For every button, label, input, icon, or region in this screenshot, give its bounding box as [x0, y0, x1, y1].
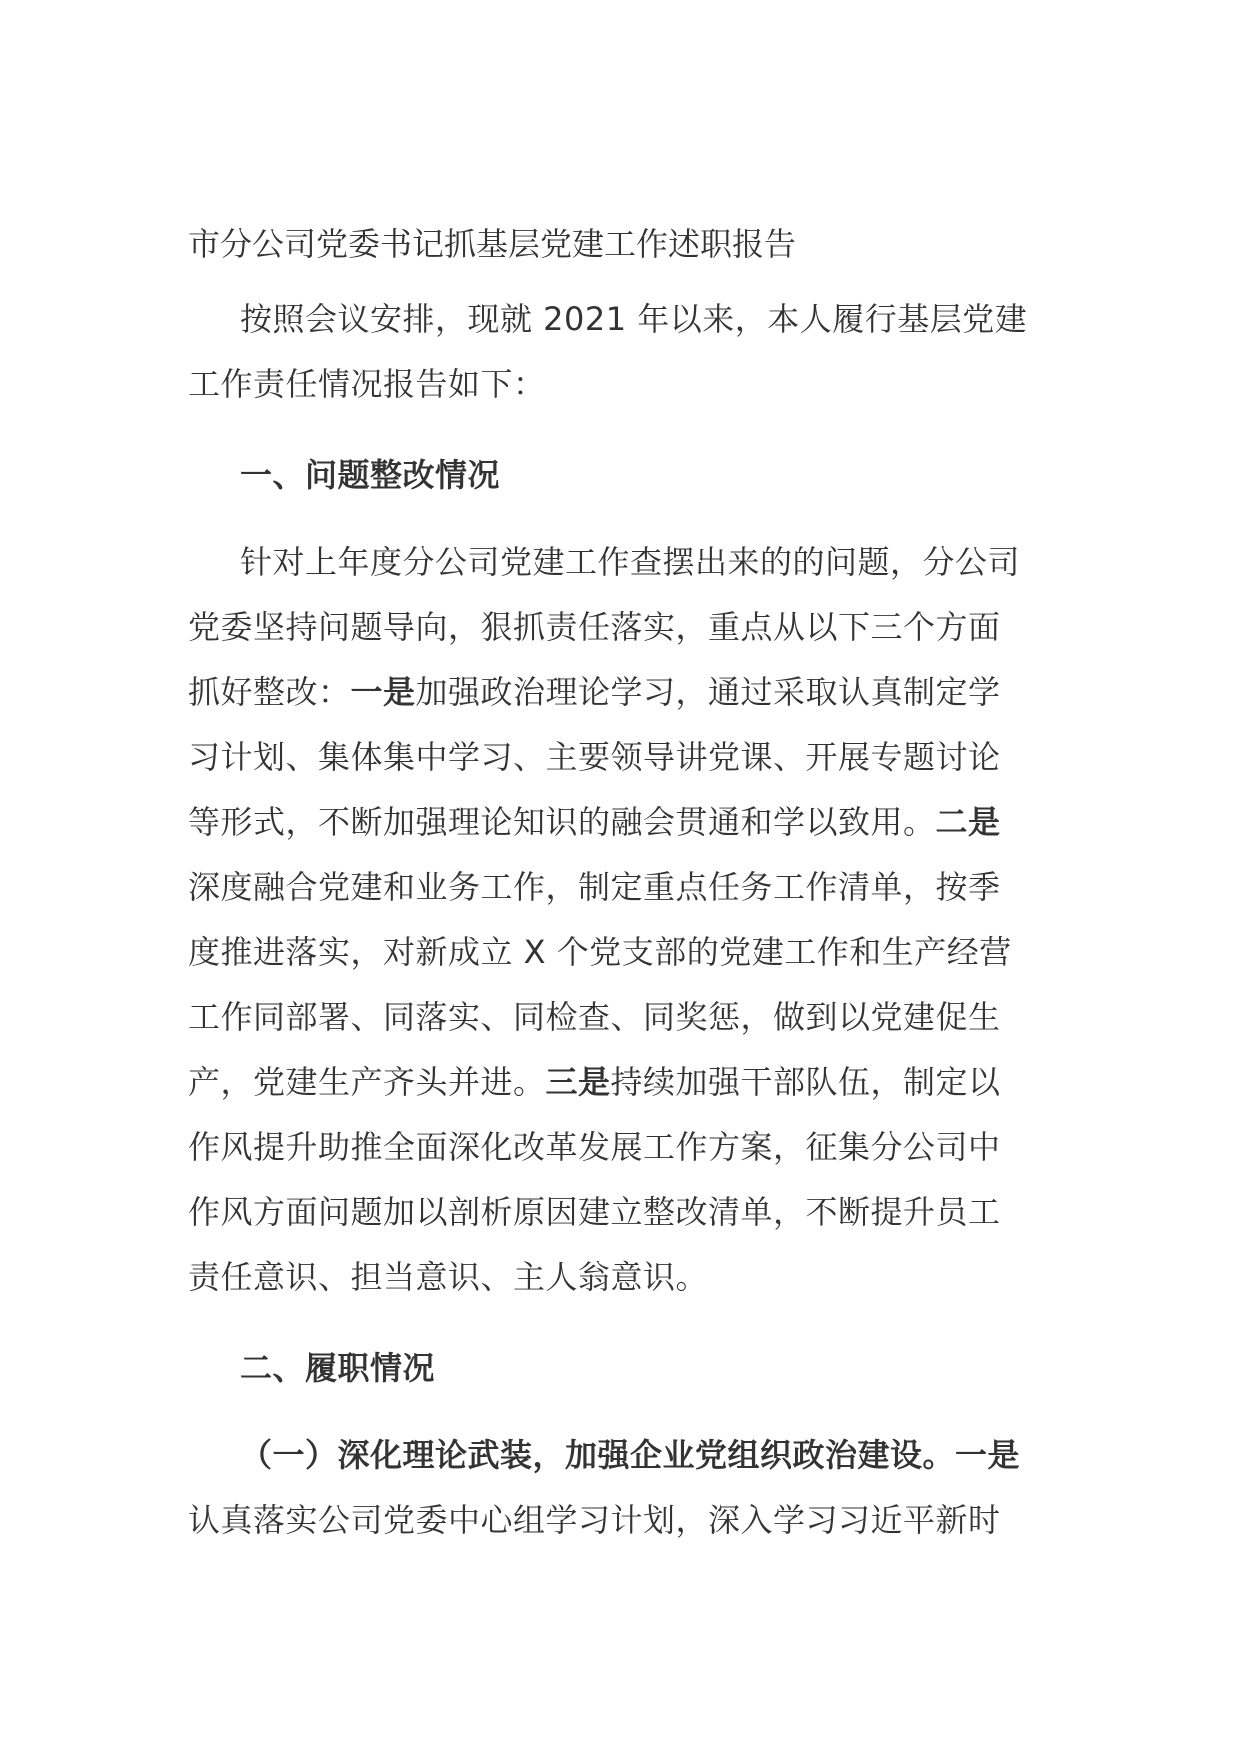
s1-line-12: 责任意识、担当意识、主人翁意识。: [188, 1258, 709, 1296]
section-1-heading: 一、问题整改情况: [240, 456, 501, 494]
s1-line-7: 度推进落实，对新成立 X 个党支部的党建工作和生产经营: [188, 933, 1012, 971]
s2-subheading-1: （一）深化理论武装，加强企业党组织政治建设。: [240, 1436, 956, 1474]
s1-point-three-label: 三是: [545, 1063, 611, 1101]
s2-line-2: 认真落实公司党委中心组学习计划，深入学习习近平新时: [188, 1501, 1001, 1539]
document-page: [188, 212, 1048, 1553]
intro-line-1: 按照会议安排，现就 2021 年以来，本人履行基层党建: [240, 300, 1028, 338]
intro-paragraph: [188, 287, 1048, 417]
s1-line-8: 工作同部署、同落实、同检查、同奖惩，做到以党建促生: [188, 998, 1001, 1036]
section-2-heading: 二、履职情况: [240, 1349, 436, 1387]
s1-line-9: [188, 1050, 1048, 1115]
s1-line-9-text-a: 产，党建生产齐头并进。: [188, 1063, 546, 1101]
s2-point-one-label: 一是: [955, 1436, 1021, 1474]
document-title: 市分公司党委书记抓基层党建工作述职报告: [188, 225, 797, 263]
section-2-paragraph: [188, 1423, 1048, 1553]
s1-line-3-text-a: 抓好整改：: [188, 673, 351, 711]
s1-line-5-text-a: 等形式，不断加强理论知识的融会贯通和学以致用。: [188, 803, 936, 841]
s1-point-one-label: 一是: [350, 673, 416, 711]
s1-line-10: 作风提升助推全面深化改革发展工作方案，征集分公司中: [188, 1128, 1001, 1166]
s1-point-two-label: 二是: [935, 803, 1001, 841]
s1-line-11: 作风方面问题加以剖析原因建立整改清单，不断提升员工: [188, 1193, 1001, 1231]
s1-line-6: 深度融合党建和业务工作，制定重点任务工作清单，按季: [188, 868, 1001, 906]
intro-line-2: 工作责任情况报告如下：: [188, 365, 546, 403]
s1-line-3: [188, 660, 1048, 725]
s1-line-3-text-c: 加强政治理论学习，通过采取认真制定学: [415, 673, 1001, 711]
s1-line-9-text-c: 持续加强干部队伍，制定以: [610, 1063, 1001, 1101]
section-1-paragraph: [188, 530, 1048, 1310]
s1-line-5: [188, 790, 1048, 855]
s1-line-2: 党委坚持问题导向，狠抓责任落实，重点从以下三个方面: [188, 608, 1001, 646]
s1-line-4: 习计划、集体集中学习、主要领导讲党课、开展专题讨论: [188, 738, 1001, 776]
s1-line-1: 针对上年度分公司党建工作查摆出来的的问题，分公司: [240, 543, 1021, 581]
s2-subheading-line: [188, 1423, 1048, 1488]
